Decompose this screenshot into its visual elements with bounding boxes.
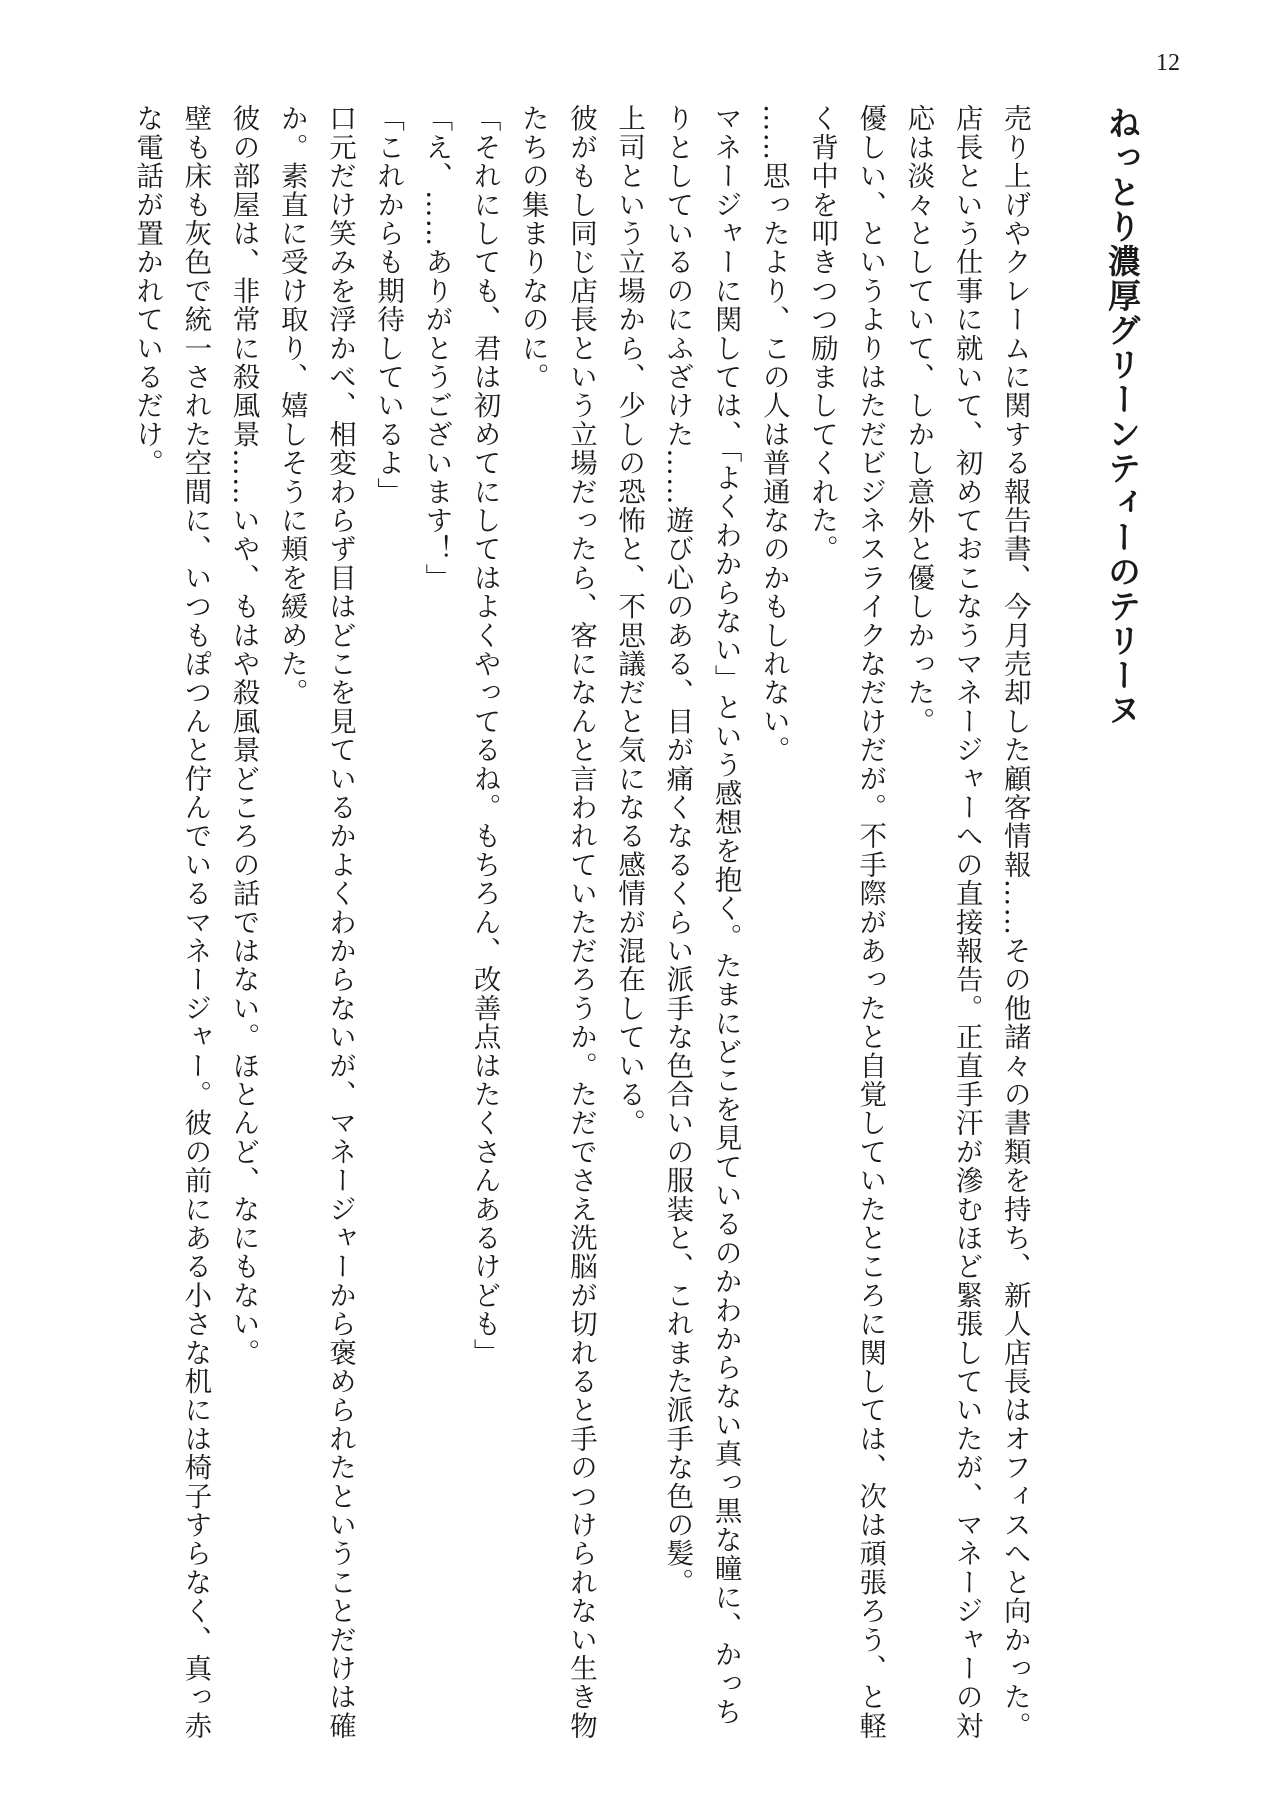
text-line: りとしているのにふざけた……遊び心のある、目が痛くなるくらい派手な色合いの服装と、これまた派手な色の髪。 <box>661 104 694 1597</box>
text-line: ……思ったより、この人は普通なのかもしれない。 <box>757 104 790 765</box>
text-line: 「それにしても、君は初めてにしてはよくやってるね。もちろん、改善点はたくさんあるけども」 <box>468 104 501 1367</box>
text-line: 「これからも期待しているよ」 <box>372 104 405 506</box>
text-line: な電話が置かれているだけ。 <box>131 104 164 478</box>
text-line: 売り上げやクレームに関する報告書、今月売却した顧客情報……その他諸々の書類を持ち、新人店長はオフィスへと向かった。 <box>998 104 1031 1740</box>
text-line: 店長という仕事に就いて、初めておこなうマネージャーへの直接報告。正直手汗が滲むほど緊張していたが、マネージャーの対 <box>950 104 983 1740</box>
page-number: 12 <box>1156 50 1180 76</box>
text-line: か。素直に受け取り、嬉しそうに頬を緩めた。 <box>275 104 308 707</box>
text-line: く背中を叩きつつ励ましてくれた。 <box>805 104 838 564</box>
text-line: 「え、……ありがとうございます！」 <box>420 104 453 592</box>
text-line: 応は淡々としていて、しかし意外と優しかった。 <box>902 104 935 736</box>
text-line: 彼がもし同じ店長という立場だったら、客になんと言われていただろうか。ただでさえ洗脳が切れると手のつけられない生き物 <box>564 104 597 1740</box>
chapter-title: ねっとり濃厚グリーンティーのテリーヌ <box>1103 106 1142 727</box>
text-line: 上司という立場から、少しの恐怖と、不思議だと気になる感情が混在している。 <box>613 104 646 1138</box>
vertical-text-body <box>123 104 1146 1740</box>
text-line: 口元だけ笑みを浮かべ、相変わらず目はどこを見ているかよくわからないが、マネージャーから褒められたということだけは確 <box>323 104 356 1740</box>
text-line: たちの集まりなのに。 <box>516 104 549 391</box>
text-line: 優しい、というよりはただビジネスライクなだけだが。不手際があったと自覚していたところに関しては、次は頑張ろう、と軽 <box>854 104 887 1740</box>
text-line: 壁も床も灰色で統一された空間に、いつもぽつんと佇んでいるマネージャー。彼の前にある小さな机には椅子すらなく、真っ赤 <box>179 104 212 1740</box>
text-line: マネージャーに関しては、「よくわからない」という感想を抱く。たまにどこを見ているのかわからない真っ黒な瞳に、かっち <box>709 104 742 1727</box>
text-line: 彼の部屋は、非常に殺風景……いや、もはや殺風景どころの話ではない。ほとんど、なにもない。 <box>227 104 260 1367</box>
